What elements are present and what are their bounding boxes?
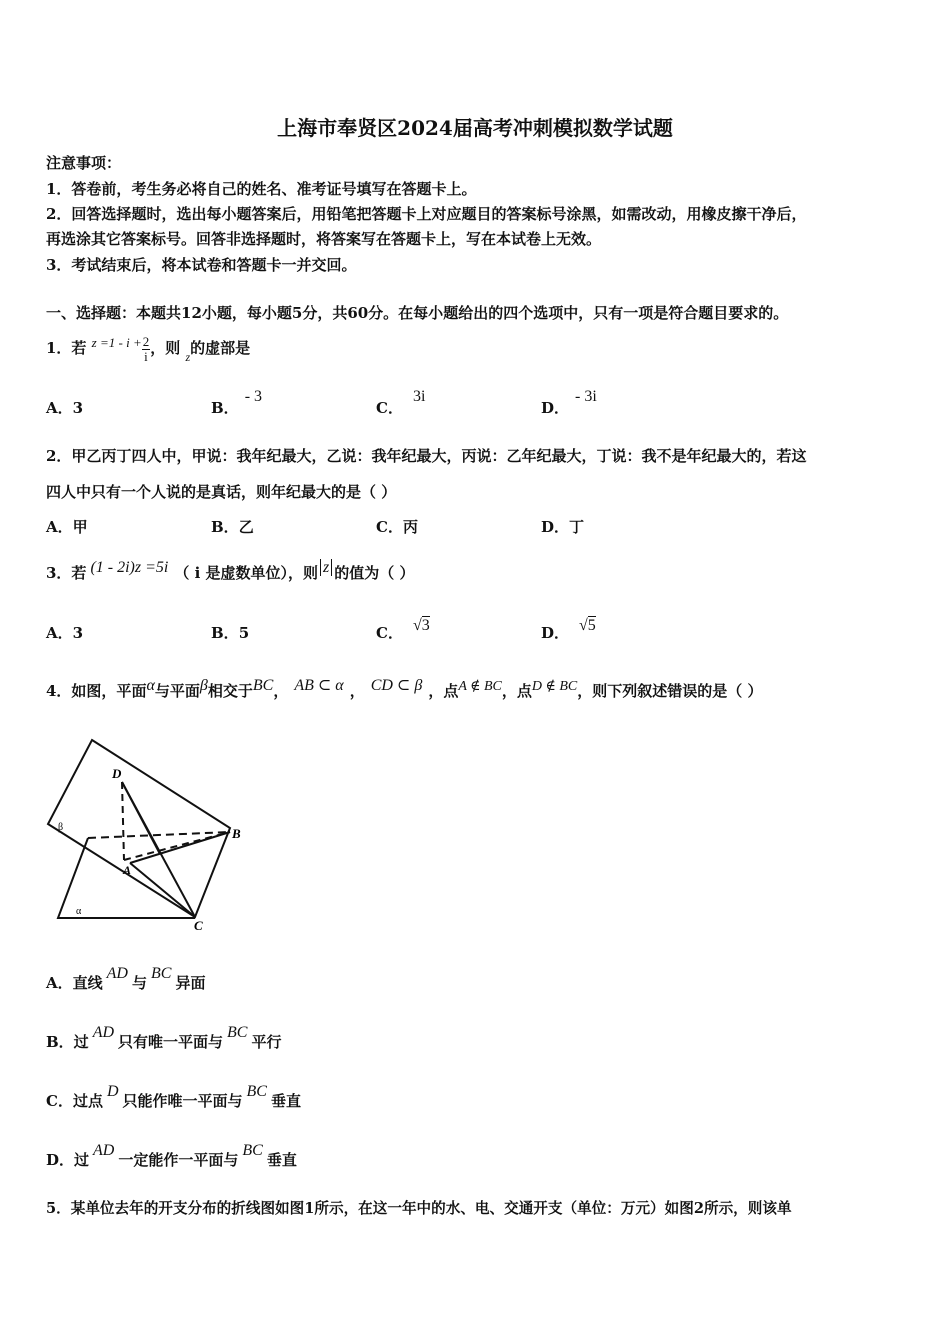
- q1-option-d-label: D．: [541, 399, 570, 417]
- q4-option-a-t2: 异面: [175, 974, 206, 992]
- q4-option-b-m1: AD: [92, 1024, 115, 1041]
- segment-ab: [130, 832, 230, 863]
- q1-frac-den: i: [144, 348, 148, 364]
- q3-option-b: [211, 622, 249, 643]
- q4-option-c-m1: D: [106, 1083, 119, 1100]
- q2-option-a-label: A．: [46, 518, 73, 536]
- label-b: B: [232, 826, 241, 841]
- q3-option-c-label: C．: [376, 624, 403, 642]
- segment-ac: [130, 863, 195, 917]
- q1-suffix: 的虚部是: [190, 339, 251, 357]
- notice-item-2: 2．回答选择题时，选出每小题答案后，用铅笔把答题卡上对应题目的答案标号涂黑，如需改动，用橡皮擦干净后，: [46, 205, 807, 223]
- q3-suffix: 的值为（ ）: [334, 564, 415, 582]
- q3-option-c: [376, 617, 430, 643]
- q1-option-b-value: - 3: [244, 388, 263, 405]
- q4-option-b-t2: 平行: [251, 1033, 282, 1051]
- q4-option-c-t1: 只能作唯一平面与: [122, 1092, 243, 1110]
- q4-option-b: [46, 1024, 282, 1052]
- q3-option-c-value: 3: [421, 617, 430, 634]
- q3-abs-z: z: [320, 559, 332, 576]
- q4-option-c-t2: 垂直: [270, 1092, 301, 1110]
- q3-option-a: [46, 622, 83, 643]
- dashed-line-d: [122, 782, 124, 860]
- question-1: [46, 330, 250, 367]
- q4-option-a: [46, 965, 206, 993]
- q4-comma-1: ，: [273, 682, 289, 700]
- q4-text-1: 4．如图，平面: [46, 682, 147, 700]
- notice-item-2-cont: 再选涂其它答案标号。回答非选择题时，将答案写在答题卡上，写在本试卷上无效。: [46, 230, 602, 248]
- q2-option-c: [376, 516, 418, 537]
- q1-mid: ，则: [150, 339, 181, 357]
- q4-cd-subset: CD ⊂ β: [370, 677, 423, 694]
- q2-option-d: [541, 516, 584, 537]
- q4-option-a-label: A．直线: [46, 974, 103, 992]
- q1-var: z: [185, 350, 191, 364]
- q1-prefix: 1．若: [46, 339, 87, 357]
- q4-text-3: 相交于: [207, 682, 253, 700]
- q4-text-6: ，则下列叙述错误的是（ ）: [577, 682, 763, 700]
- q1-option-b-label: B．: [211, 399, 239, 417]
- q4-text-4: ，点: [428, 682, 459, 700]
- q2-option-d-value: 丁: [569, 518, 585, 536]
- q4-a-not-in: A ∉ BC: [458, 679, 502, 694]
- q1-option-a-label: A．: [46, 399, 73, 417]
- q4-option-a-t1: 与: [131, 974, 147, 992]
- q4-option-d-m2: BC: [242, 1142, 263, 1159]
- q4-beta: β: [199, 677, 208, 694]
- q3-option-b-label: B．: [211, 624, 239, 642]
- segment-da: [122, 782, 160, 854]
- label-alpha: α: [76, 906, 82, 917]
- q4-text-5: ，点: [501, 682, 532, 700]
- question-2-line-1: 2．甲乙丙丁四人中，甲说：我年纪最大，乙说：我年纪最大，丙说：乙年纪最大，丁说：我不是年纪最大的，若这: [46, 447, 807, 465]
- q4-bc: BC: [252, 677, 274, 694]
- q4-option-c-label: C．过点: [46, 1092, 103, 1110]
- q3-option-d-label: D．: [541, 624, 570, 642]
- q3-mid: （ i 是虚数单位），则: [174, 564, 318, 582]
- q1-frac-num: 2: [142, 333, 150, 349]
- q4-figure: [40, 732, 260, 937]
- q1-option-d-value: - 3i: [575, 388, 597, 405]
- q4-option-b-m2: BC: [227, 1024, 248, 1041]
- q4-option-d-m1: AD: [93, 1142, 115, 1159]
- q2-option-a-value: 甲: [72, 518, 88, 536]
- q4-option-a-m2: BC: [150, 965, 172, 982]
- q1-expr: z =1 - i +: [91, 335, 142, 350]
- q4-comma-2: ，: [349, 682, 365, 700]
- question-4: [46, 677, 763, 701]
- q1-option-c: [376, 388, 426, 418]
- q4-option-a-m1: AD: [106, 965, 128, 982]
- q4-option-c: [46, 1083, 301, 1111]
- q3-option-d-sqrt: √5: [579, 617, 596, 634]
- q1-fraction: [142, 335, 151, 364]
- notice-heading: 注意事项：: [46, 154, 122, 172]
- q1-option-c-label: C．: [376, 399, 403, 417]
- label-beta: β: [58, 822, 64, 833]
- q4-alpha: α: [146, 677, 155, 694]
- q4-option-b-t1: 只有唯一平面与: [118, 1033, 224, 1051]
- q3-option-d-value: 5: [587, 617, 596, 634]
- notice-item-3: 3．考试结束后，将本试卷和答题卡一并交回。: [46, 256, 357, 274]
- q4-option-d-label: D．过: [46, 1151, 90, 1169]
- q1-option-a: [46, 397, 83, 418]
- label-a: A: [123, 863, 132, 877]
- q3-prefix: 3．若: [46, 564, 87, 582]
- q2-option-b-value: 乙: [238, 518, 254, 536]
- q2-option-c-label: C．: [376, 518, 403, 536]
- q4-text-2: 与平面: [154, 682, 200, 700]
- q3-option-a-label: A．: [46, 624, 73, 642]
- q1-option-b: [211, 388, 263, 418]
- q2-option-a: [46, 516, 88, 537]
- q3-option-b-value: 5: [238, 624, 250, 642]
- q3-expr: (1 - 2i)z =5i: [90, 559, 169, 576]
- q2-option-b-label: B．: [211, 518, 239, 536]
- q3-option-d: [541, 617, 596, 643]
- section-heading: 一、选择题：本题共12小题，每小题5分，共60分。在每小题给出的四个选项中，只有一项是符合题目要求的。: [46, 304, 789, 322]
- q4-option-d-t2: 垂直: [266, 1151, 297, 1169]
- q4-ab-subset: AB ⊂ α: [294, 677, 344, 694]
- q3-option-a-value: 3: [72, 624, 84, 642]
- q3-option-c-sqrt: √3: [412, 617, 430, 634]
- q1-option-a-value: 3: [72, 399, 84, 417]
- q2-option-d-label: D．: [541, 518, 570, 536]
- q4-option-d-t1: 一定能作一平面与: [118, 1151, 239, 1169]
- question-2-line-2: 四人中只有一个人说的是真话，则年纪最大的是（ ）: [46, 483, 397, 501]
- q4-option-c-m2: BC: [246, 1083, 267, 1100]
- q1-option-d: [541, 388, 597, 418]
- q4-option-d: [46, 1142, 297, 1170]
- q1-option-c-value: 3i: [412, 388, 426, 405]
- notice-item-1: 1．答卷前，考生务必将自己的姓名、准考证号填写在答题卡上。: [46, 180, 477, 198]
- q2-option-b: [211, 516, 254, 537]
- label-c: C: [194, 918, 203, 933]
- plane-beta-outline: [48, 740, 230, 917]
- question-3: [46, 559, 415, 583]
- question-5: 5．某单位去年的开支分布的折线图如图1所示，在这一年中的水、电、交通开支（单位：万元）如图2所示，则该单: [46, 1200, 792, 1217]
- page-title: 上海市奉贤区2024届高考冲刺模拟数学试题: [277, 116, 673, 140]
- q4-d-not-in: D ∉ BC: [531, 679, 578, 694]
- q4-option-b-label: B．过: [46, 1033, 89, 1051]
- q2-option-c-value: 丙: [402, 518, 418, 536]
- label-d: D: [112, 766, 122, 781]
